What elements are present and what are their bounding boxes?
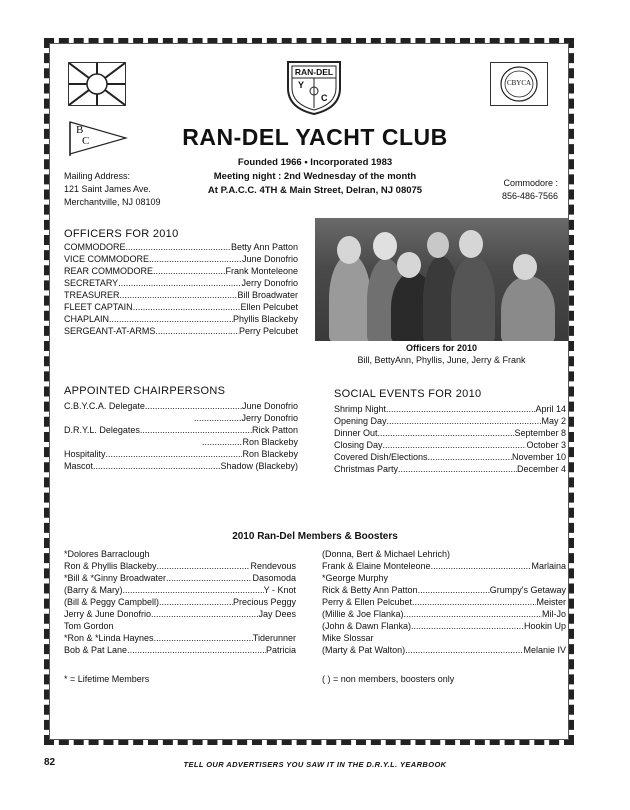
officer-role: FLEET CAPTAIN xyxy=(64,302,133,312)
event-row xyxy=(334,415,566,427)
page-number: 82 xyxy=(44,757,56,768)
member-boat: Dasomoda xyxy=(252,573,296,583)
chair-row xyxy=(64,412,298,424)
member-name: Bob & Pat Lane xyxy=(64,645,128,655)
officers-photo xyxy=(315,218,568,341)
member-boat: Marlaina xyxy=(531,561,566,571)
chair-row xyxy=(64,460,298,472)
mailing-line-2: Merchantville, NJ 08109 xyxy=(64,197,161,207)
club-shield-badge xyxy=(284,58,344,116)
event-name: Closing Day xyxy=(334,440,383,450)
officer-role: REAR COMMODORE xyxy=(64,266,154,276)
member-name: *Dolores Barraclough xyxy=(64,549,150,559)
member-name: Mike Slossar xyxy=(322,633,374,643)
event-date: October 3 xyxy=(526,440,566,450)
officer-row xyxy=(64,277,298,289)
photo-caption-title: Officers for 2010 xyxy=(405,343,478,353)
member-row xyxy=(64,632,296,644)
member-row xyxy=(322,548,566,560)
officers-heading: OFFICERS FOR 2010 xyxy=(64,228,179,240)
event-name: Dinner Out xyxy=(334,428,378,438)
badge-letter-c: C xyxy=(321,93,328,103)
commodore-phone: 856-486-7566 xyxy=(501,191,558,201)
badge-letter-y: Y xyxy=(298,80,305,90)
member-row xyxy=(322,560,566,572)
officers-list xyxy=(64,241,298,337)
officer-row xyxy=(64,289,298,301)
club-flag-logo xyxy=(68,62,126,106)
member-boat: Grumpy's Getaway xyxy=(489,585,566,595)
event-name: Covered Dish/Elections xyxy=(334,452,428,462)
member-name: Jerry & June Donofrio xyxy=(64,609,152,619)
member-boat: Precious Peggy xyxy=(232,597,296,607)
member-row xyxy=(322,596,566,608)
officer-name: Bill Broadwater xyxy=(237,290,298,300)
chair-role: C.B.Y.C.A. Delegate xyxy=(64,401,145,411)
officer-name: Betty Ann Patton xyxy=(230,242,298,252)
location-line: At P.A.C.C. 4TH & Main Street, Delran, NJ 08075 xyxy=(207,185,423,196)
members-heading: 2010 Ran-Del Members & Boosters xyxy=(232,531,398,542)
officer-role: CHAPLAIN xyxy=(64,314,110,324)
chair-row xyxy=(64,448,298,460)
event-row xyxy=(334,427,566,439)
member-name: *George Murphy xyxy=(322,573,389,583)
event-row xyxy=(334,451,566,463)
members-right-list xyxy=(322,548,566,685)
commodore-contact xyxy=(480,177,558,203)
officer-name: June Donofrio xyxy=(241,254,298,264)
member-row xyxy=(64,608,296,620)
member-name: *Bill & *Ginny Broadwater xyxy=(64,573,167,583)
member-boat: Jay Dees xyxy=(258,609,296,619)
officer-role: SERGEANT-AT-ARMS xyxy=(64,326,156,336)
member-name: (John & Dawn Flanka) xyxy=(322,621,412,631)
member-row xyxy=(322,572,566,584)
officer-row xyxy=(64,253,298,265)
photo-caption xyxy=(315,342,568,366)
member-name: (Millie & Joe Flanka) xyxy=(322,609,404,619)
event-date: November 10 xyxy=(511,452,566,462)
member-row xyxy=(322,644,566,656)
member-boat: Rendevous xyxy=(250,561,296,571)
chair-name: Rick Patton xyxy=(251,425,298,435)
chair-name: Ron Blackeby xyxy=(242,449,298,459)
member-row xyxy=(64,572,296,584)
member-boat: Tiderunner xyxy=(252,633,296,643)
member-name: (Barry & Mary) xyxy=(64,585,123,595)
officer-name: Frank Monteleone xyxy=(225,266,298,276)
chair-name: Shadow (Blackeby) xyxy=(220,461,298,471)
member-boat: Hookin Up xyxy=(523,621,566,631)
event-name: Shrimp Night xyxy=(334,404,387,414)
burgee-letter-c: C xyxy=(82,135,90,147)
officer-name: Perry Pelcubet xyxy=(238,326,298,336)
member-boat: Melanie IV xyxy=(523,645,566,655)
footer-tagline: TELL OUR ADVERTISERS YOU SAW IT IN THE D.R.Y.L. YEARBOOK xyxy=(183,760,447,769)
member-row xyxy=(64,548,296,560)
member-name: Tom Gordon xyxy=(64,621,114,631)
member-boat: Mil-Jo xyxy=(542,609,566,619)
event-name: Opening Day xyxy=(334,416,387,426)
member-row xyxy=(322,632,566,644)
event-row xyxy=(334,403,566,415)
officer-name: Phyllis Blackeby xyxy=(232,314,298,324)
officer-row xyxy=(64,313,298,325)
officer-row xyxy=(64,241,298,253)
event-row xyxy=(334,439,566,451)
chair-row xyxy=(64,436,298,448)
member-name: Rick & Betty Ann Patton xyxy=(322,585,418,595)
chair-role: Hospitality xyxy=(64,449,106,459)
booster-legend: ( ) = non members, boosters only xyxy=(322,674,455,684)
event-date: December 4 xyxy=(516,464,566,474)
member-boat: Meister xyxy=(536,597,566,607)
mailing-line-1: 121 Saint James Ave. xyxy=(64,184,151,194)
member-name: Perry & Ellen Pelcubet xyxy=(322,597,413,607)
mailing-label: Mailing Address: xyxy=(64,171,131,181)
member-name: *Ron & *Linda Haynes xyxy=(64,633,154,643)
officer-role: VICE COMMODORE xyxy=(64,254,150,264)
chairpersons-list xyxy=(64,400,298,472)
members-left-list xyxy=(64,548,296,685)
member-row xyxy=(64,560,296,572)
member-name: (Marty & Pat Walton) xyxy=(322,645,406,655)
social-heading: SOCIAL EVENTS FOR 2010 xyxy=(334,388,482,400)
club-title: RAN-DEL YACHT CLUB xyxy=(182,124,448,150)
member-name: Frank & Elaine Monteleone xyxy=(322,561,431,571)
chairpersons-heading: APPOINTED CHAIRPERSONS xyxy=(64,385,226,397)
officer-name: Jerry Donofrio xyxy=(241,278,298,288)
member-boat: Patricia xyxy=(265,645,296,655)
member-row xyxy=(64,584,296,596)
chair-row xyxy=(64,400,298,412)
officer-role: TREASURER xyxy=(64,290,120,300)
commodore-label: Commodore : xyxy=(503,178,558,188)
member-row xyxy=(64,644,296,656)
flag-icon xyxy=(69,63,125,105)
badge-name: RAN-DEL xyxy=(294,67,334,77)
seal-text: CBYCA xyxy=(506,79,532,87)
club-info xyxy=(180,156,450,198)
lifetime-legend: * = Lifetime Members xyxy=(64,674,150,684)
chair-name: June Donofrio xyxy=(241,401,298,411)
event-date: April 14 xyxy=(535,404,566,414)
chair-role: D.R.Y.L. Delegates xyxy=(64,425,140,435)
member-row xyxy=(322,620,566,632)
member-row xyxy=(64,620,296,632)
member-row xyxy=(64,596,296,608)
chair-name: Ron Blackeby xyxy=(242,437,298,447)
member-row xyxy=(322,584,566,596)
chair-row xyxy=(64,424,298,436)
officer-role: SECRETARY xyxy=(64,278,119,288)
chair-role: Mascot xyxy=(64,461,94,471)
officer-row xyxy=(64,325,298,337)
chair-name: Jerry Donofrio xyxy=(241,413,298,423)
meeting-line: Meeting night : 2nd Wednesday of the month xyxy=(213,171,417,182)
social-list xyxy=(334,403,566,475)
member-name: (Bill & Peggy Campbell) xyxy=(64,597,160,607)
event-name: Christmas Party xyxy=(334,464,399,474)
mailing-address xyxy=(64,170,161,209)
photo-caption-names: Bill, BettyAnn, Phyllis, June, Jerry & Frank xyxy=(357,355,526,365)
event-date: May 2 xyxy=(541,416,566,426)
cbyca-seal-logo xyxy=(490,62,548,106)
member-name: (Donna, Bert & Michael Lehrich) xyxy=(322,549,451,559)
event-date: September 8 xyxy=(514,428,566,438)
burgee-letter-b: B xyxy=(76,124,84,136)
officer-row xyxy=(64,265,298,277)
member-name: Ron & Phyllis Blackeby xyxy=(64,561,157,571)
officer-role: COMMODORE xyxy=(64,242,126,252)
member-boat: Y - Knot xyxy=(263,585,296,595)
officer-row xyxy=(64,301,298,313)
event-row xyxy=(334,463,566,475)
officer-name: Ellen Pelcubet xyxy=(240,302,298,312)
member-row xyxy=(322,608,566,620)
founded-line: Founded 1966 • Incorporated 1983 xyxy=(237,157,393,168)
